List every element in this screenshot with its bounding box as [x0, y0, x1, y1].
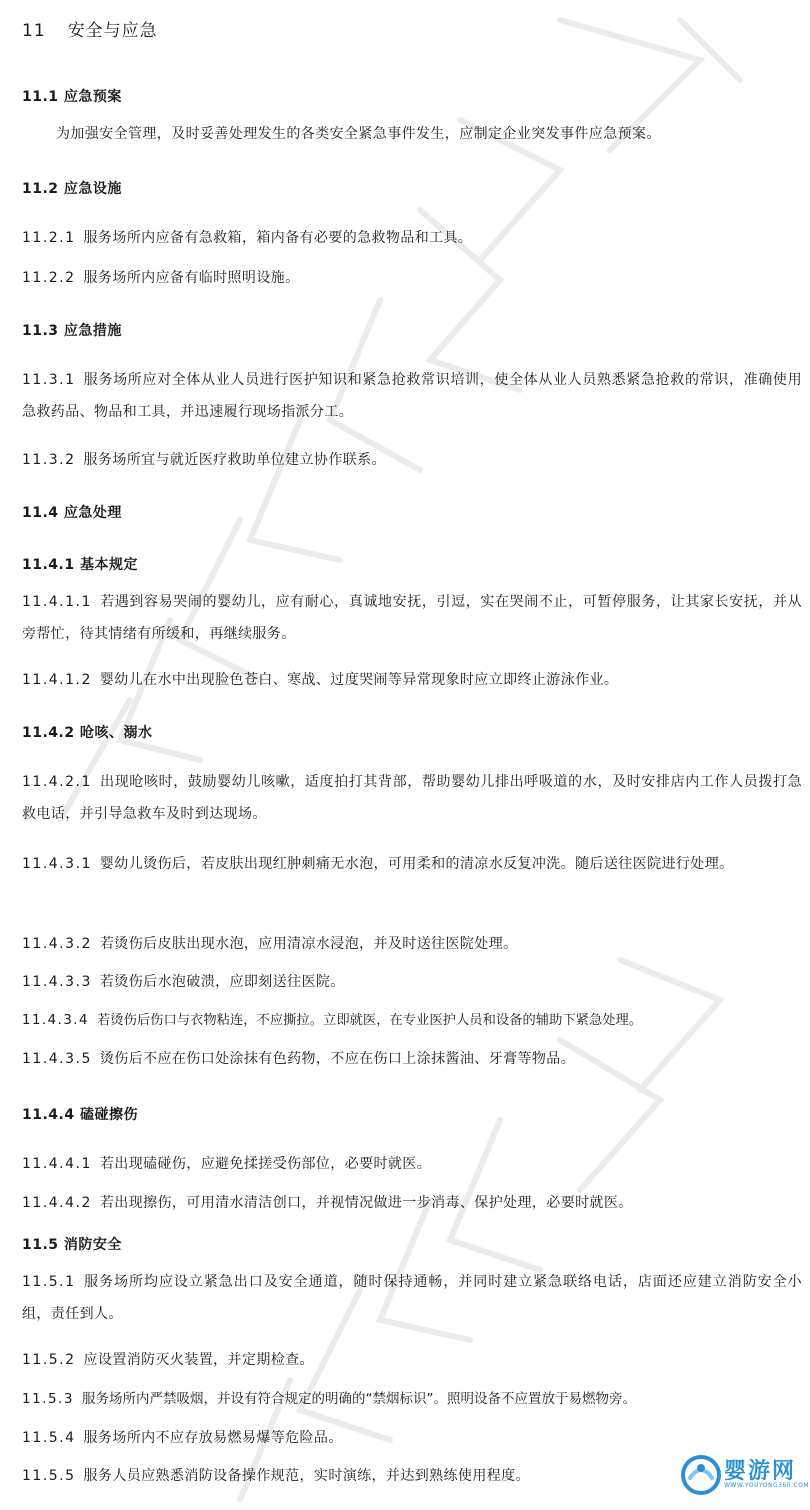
heading-11-4-4: 11.4.4 磕碰擦伤 — [22, 1107, 138, 1123]
logo-swirl-icon — [680, 1454, 722, 1496]
heading-11-3: 11.3 应急措施 — [22, 323, 122, 339]
clause-11-4-3-4: 11.4.3.4 若烫伤后伤口与衣物粘连，不应撕拉。立即就医，在专业医护人员和设备的辅助下紧急处理。 — [22, 1013, 643, 1028]
clause-11-4-3-5: 11.4.3.5 烫伤后不应在伤口处涂抹有色药物，不应在伤口上涂抹酱油、牙膏等物品。 — [22, 1051, 576, 1067]
heading-11-4-1: 11.4.1 基本规定 — [22, 557, 138, 573]
clause-11-4-3-3: 11.4.3.3 若烫伤后水泡破溃，应即刻送往医院。 — [22, 974, 345, 990]
clause-11-4-4-1: 11.4.4.1 若出现磕碰伤，应避免揉搓受伤部位，必要时就医。 — [22, 1156, 432, 1172]
heading-11-4: 11.4 应急处理 — [22, 505, 122, 521]
clause-11-4-1-2: 11.4.1.2 婴幼儿在水中出现脸色苍白、寒战、过度哭闹等异常现象时应立即终止游泳作业。 — [22, 672, 619, 688]
section-title-text: 安全与应急 — [67, 21, 158, 41]
section-title — [22, 16, 158, 41]
heading-11-4-2: 11.4.2 呛咳、溺水 — [22, 725, 153, 741]
clause-11-2-2: 11.2.2 服务场所内应备有临时照明设施。 — [22, 270, 300, 286]
clause-11-5-4: 11.5.4 服务场所内不应存放易燃易爆等危险品。 — [22, 1430, 343, 1446]
clause-11-4-3-2: 11.4.3.2 若烫伤后皮肤出现水泡，应用清凉水浸泡，并及时送往医院处理。 — [22, 936, 518, 952]
clause-11-5-5: 11.5.5 服务人员应熟悉消防设备操作规范，实时演练，并达到熟练使用程度。 — [22, 1468, 530, 1484]
clause-11-4-4-2: 11.4.4.2 若出现擦伤，可用清水清洁创口，并视情况做进一步消毒、保护处理，必要时就医。 — [22, 1195, 633, 1211]
heading-11-1: 11.1 应急预案 — [22, 89, 122, 105]
heading-11-2: 11.2 应急设施 — [22, 181, 122, 197]
clause-11-3-1: 11.3.1 服务场所应对全体从业人员进行医护知识和紧急抢救常识培训，使全体从业人员熟悉紧急抢救的常识，准确使用急救药品、物品和工具，并迅速履行现场指派分工。 — [22, 372, 802, 420]
clause-11-4-1-1: 11.4.1.1 若遇到容易哭闹的婴幼儿，应有耐心，真诚地安抚，引逗，实在哭闹不止，可暂停服务，让其家长安抚，并从旁帮忙，待其情绪有所缓和，再继续服务。 — [22, 594, 802, 642]
clause-11-3-2: 11.3.2 服务场所宜与就近医疗救助单位建立协作联系。 — [22, 452, 386, 468]
logo-text: 婴游网 — [724, 1459, 797, 1484]
clause-11-4-2-1: 11.4.2.1 出现呛咳时，鼓励婴幼儿咳嗽，适度拍打其背部，帮助婴幼儿排出呼吸道的水，及时安排店内工作人员拨打急救电话，并引导急救车及时到达现场。 — [22, 774, 802, 822]
site-logo — [680, 1450, 810, 1500]
clause-11-5-2: 11.5.2 应设置消防灭火装置，并定期检查。 — [22, 1352, 314, 1368]
paragraph-11-1: 为加强安全管理，及时妥善处理发生的各类安全紧急事件发生，应制定企业突发事件应急预案。 — [56, 126, 661, 142]
clause-11-5-3: 11.5.3 服务场所内严禁吸烟，并设有符合规定的明确的“禁烟标识”。照明设备不应置放于易燃物旁。 — [22, 1391, 636, 1407]
section-number: 11 — [22, 21, 46, 41]
clause-11-2-1: 11.2.1 服务场所内应备有急救箱，箱内备有必要的急救物品和工具。 — [22, 230, 473, 246]
clause-11-5-1: 11.5.1 服务场所均应设立紧急出口及安全通道，随时保持通畅，并同时建立紧急联络电话，店面还应建立消防安全小组，责任到人。 — [22, 1274, 802, 1322]
logo-url: WWW.YOUYONG360.COM — [724, 1482, 810, 1489]
heading-11-5: 11.5 消防安全 — [22, 1237, 122, 1253]
clause-11-4-3-1: 11.4.3.1 婴幼儿烫伤后，若皮肤出现红肿刺痛无水泡，可用柔和的清凉水反复冲洗。随后送往医院进行处理。 — [22, 856, 734, 872]
